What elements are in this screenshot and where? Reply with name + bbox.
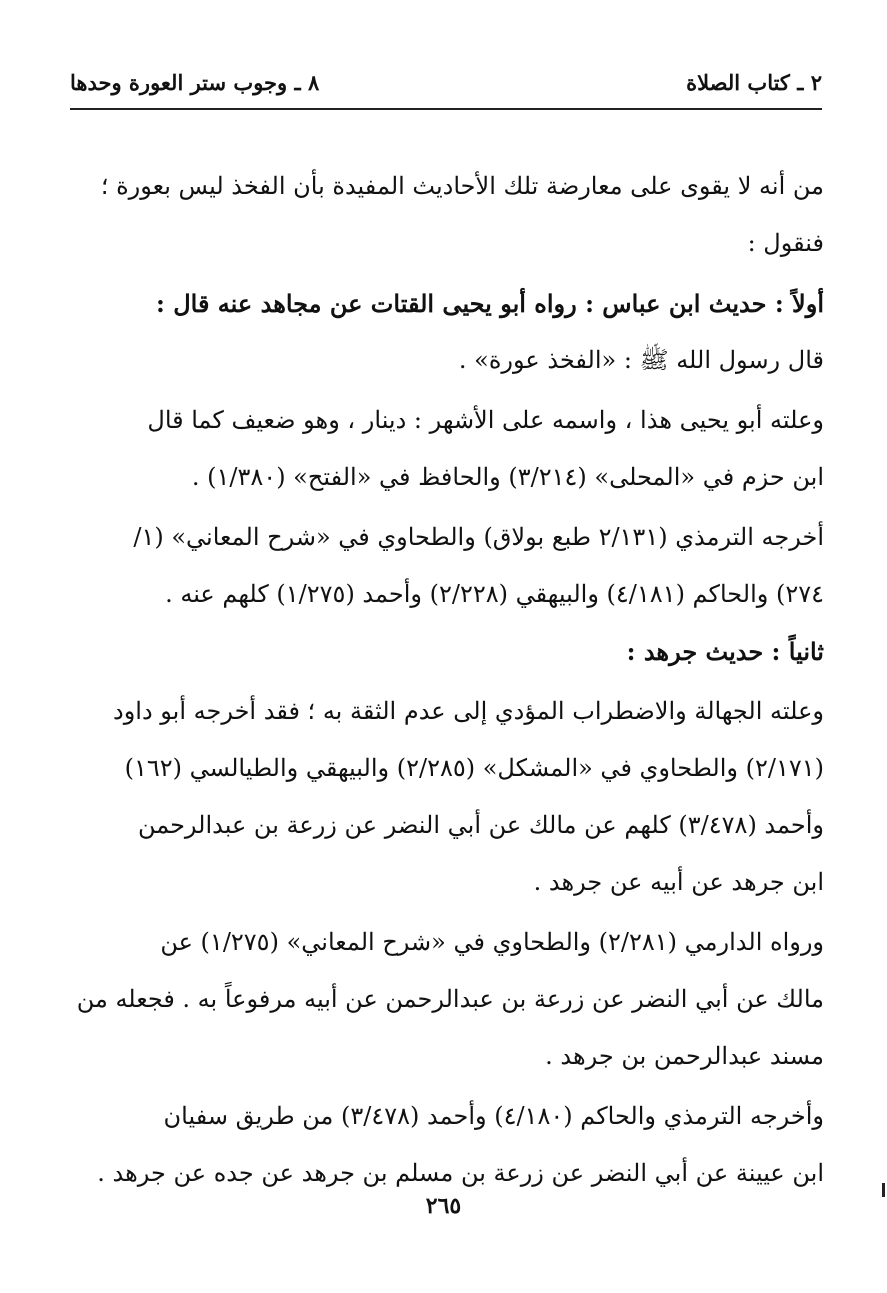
text-line: وأحمد (٣/٤٧٨) كلهم عن مالك عن أبي النضر عن زرعة بن عبدالرحمن [137,811,824,839]
text-line: ثانياً : حديث جرهد : [626,637,824,666]
text-line: قال رسول الله ﷺ : «الفخذ عورة» . [458,346,824,374]
text-line: ابن حزم في «المحلى» (٣/٢١٤) والحافظ في «الفتح» (١/٣٨٠) . [191,463,824,491]
text-line: وعلته أبو يحيى هذا ، واسمه على الأشهر : دينار ، وهو ضعيف كما قال [147,406,824,434]
text-line: ابن جرهد عن أبيه عن جرهد . [533,868,824,896]
scan-edge-mark [882,1183,885,1197]
page-number: ٢٦٥ [425,1193,462,1219]
header-rule [70,108,822,110]
text-line: وعلته الجهالة والاضطراب المؤدي إلى عدم الثقة به ؛ فقد أخرجه أبو داود [113,697,824,725]
text-line: ابن عيينة عن أبي النضر عن زرعة بن مسلم بن جرهد عن جده عن جرهد . [97,1159,824,1187]
running-header [70,70,822,106]
text-line: ٢٧٤) والحاكم (٤/١٨١) والبيهقي (٢/٢٢٨) وأحمد (١/٢٧٥) كلهم عنه . [165,580,824,608]
text-line: ورواه الدارمي (٢/٢٨١) والطحاوي في «شرح المعاني» (١/٢٧٥) عن [160,928,824,956]
text-line: من أنه لا يقوى على معارضة تلك الأحاديث المفيدة بأن الفخذ ليس بعورة ؛ [100,172,824,200]
text-line: وأخرجه الترمذي والحاكم (٤/١٨٠) وأحمد (٣/٤٧٨) من طريق سفيان [163,1102,824,1130]
text-line: مالك عن أبي النضر عن زرعة بن عبدالرحمن عن أبيه مرفوعاً به . فجعله من [76,985,824,1013]
body-text [68,158,824,1202]
text-line: مسند عبدالرحمن بن جرهد . [545,1042,824,1070]
text-line: أخرجه الترمذي (٢/١٣١ طبع بولاق) والطحاوي في «شرح المعاني» (١/ [133,523,824,551]
text-line: فنقول : [747,229,824,257]
text-line: أولاً : حديث ابن عباس : رواه أبو يحيى القتات عن مجاهد عنه قال : [156,289,824,318]
section-title: ٨ ـ وجوب ستر العورة وحدها [70,70,320,95]
chapter-title: ٢ ـ كتاب الصلاة [686,70,822,95]
text-line: (٢/١٧١) والطحاوي في «المشكل» (٢/٢٨٥) والبيهقي والطيالسي (١٦٢) [124,754,824,782]
